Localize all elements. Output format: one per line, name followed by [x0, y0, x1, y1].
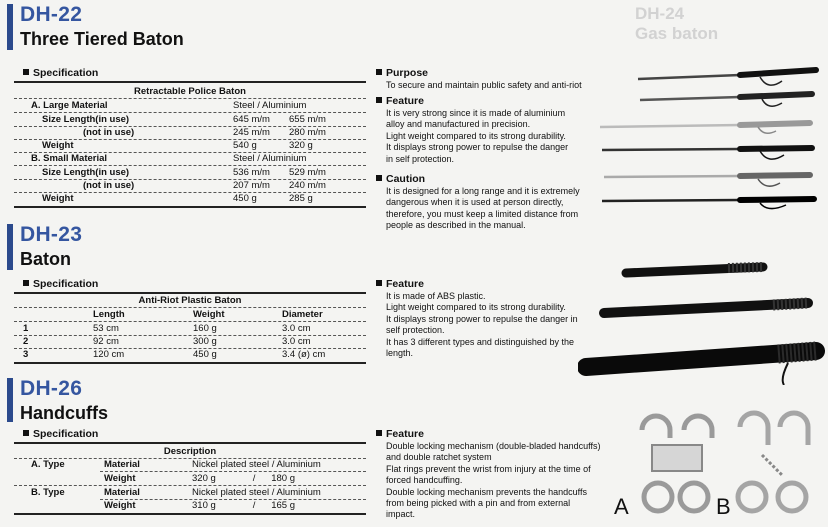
row-value: 285 g	[289, 193, 313, 204]
row-value: 536 m/m	[233, 167, 270, 178]
row-label: Weight	[42, 140, 74, 151]
telescopic-baton	[600, 123, 810, 133]
table-top-rule	[14, 292, 366, 294]
attribute-value: Nickel plated steel / Aluminium	[192, 459, 321, 470]
feature-heading: Feature	[376, 428, 424, 440]
row-value: 320 g	[289, 140, 313, 151]
row-value: 207 m/m	[233, 180, 270, 191]
table-title: Retractable Police Baton	[134, 86, 246, 97]
row-label: (not in use)	[83, 180, 135, 191]
table-bottom-rule	[14, 362, 366, 364]
product-code: DH-23	[20, 223, 83, 246]
row-number: 3	[23, 349, 29, 360]
row-label: (not in use)	[83, 127, 135, 138]
telescopic-batons-photo	[590, 55, 828, 215]
row-value: 540 g	[233, 140, 257, 151]
table-title: Anti-Riot Plastic Baton	[138, 295, 242, 306]
divider	[14, 485, 366, 486]
length-cell: 92 cm	[93, 336, 119, 347]
row-value: 529 m/m	[289, 167, 326, 178]
attribute-value: Nickel plated steel / Aluminium	[192, 487, 321, 498]
attribute-label: Material	[104, 487, 140, 498]
telescopic-baton	[602, 199, 814, 209]
section-bar	[7, 378, 13, 422]
column-header: Weight	[193, 309, 225, 320]
handcuffs-type-b	[738, 413, 808, 511]
table-bottom-rule	[14, 206, 366, 208]
divider	[100, 471, 366, 472]
faded-watermark-title: DH-24	[635, 4, 685, 23]
purpose-text: To secure and maintain public safety and anti-riot	[386, 80, 582, 90]
feature-text: It is very strong since it is made of aluminium alloy and manufactured in precision. Light weight compared to its strong durability. It displays strong power to repulse the danger in self protection.	[386, 108, 569, 164]
product-title: Three Tiered Baton	[20, 29, 184, 49]
section-bar	[7, 4, 13, 50]
faded-watermark-subtitle: Gas baton	[635, 24, 719, 43]
divider	[14, 165, 366, 166]
product-title: Handcuffs	[20, 403, 109, 423]
row-value: Steel / Aluminium	[233, 153, 307, 164]
medium-baton	[604, 303, 808, 313]
weight-cell: 300 g	[193, 336, 217, 347]
telescopic-baton	[604, 175, 810, 186]
diameter-cell: 3.0 cm	[282, 336, 311, 347]
row-label: B. Small Material	[31, 153, 108, 164]
divider	[14, 112, 366, 113]
row-label: Size Length(in use)	[42, 167, 130, 178]
row-value: 450 g	[233, 193, 257, 204]
feature-text: It is made of ABS plastic. Light weight compared to its strong durability. It displays strong power to repulse the danger in self protection. It has 3 different types and distinguished by the length.	[386, 291, 578, 359]
feature-heading: Feature	[376, 278, 424, 290]
table-top-rule	[14, 442, 366, 444]
long-baton	[586, 351, 816, 385]
row-value: 240 m/m	[289, 180, 326, 191]
table-title: Description	[163, 446, 217, 457]
diameter-cell: 3.0 cm	[282, 323, 311, 334]
row-value: 280 m/m	[289, 127, 326, 138]
divider	[14, 98, 366, 99]
attribute-label: Material	[104, 459, 140, 470]
row-value: Steel / Aluminium	[233, 100, 307, 111]
telescopic-baton	[602, 148, 812, 159]
column-header: Length	[93, 309, 125, 320]
row-value: 645 m/m	[233, 114, 270, 125]
length-cell: 53 cm	[93, 323, 119, 334]
type-label: B. Type	[31, 487, 65, 498]
row-value: 245 m/m	[233, 127, 270, 138]
row-label: Weight	[42, 193, 74, 204]
telescopic-baton	[638, 70, 816, 85]
feature-text: Double locking mechanism (double-bladed handcuffs) and double ratchet system Flat rings prevent the wrist from injury at the time of forced handcuffing. Double locking mechanism prevents the handcuffs from being picked with a pin and from external impact.	[386, 441, 601, 520]
divider	[14, 321, 366, 322]
product-title: Baton	[20, 249, 71, 269]
spec-heading: Specification	[23, 67, 98, 79]
product-code: DH-22	[20, 3, 83, 26]
handcuffs-type-a	[642, 416, 712, 511]
caution-heading: Caution	[376, 173, 425, 185]
attribute-value: 320 g / 180 g	[192, 473, 295, 484]
photo-label-a: A	[614, 494, 629, 519]
attribute-label: Weight	[104, 473, 136, 484]
row-number: 2	[23, 336, 29, 347]
photo-label-b: B	[716, 494, 731, 519]
diameter-cell: 3.4 (ø) cm	[282, 349, 326, 360]
row-label: Size Length(in use)	[42, 114, 130, 125]
spec-heading: Specification	[23, 428, 98, 440]
row-label: A. Large Material	[31, 100, 108, 111]
spec-heading: Specification	[23, 278, 98, 290]
telescopic-baton	[640, 94, 812, 106]
row-value: 655 m/m	[289, 114, 326, 125]
row-number: 1	[23, 323, 29, 334]
divider	[14, 307, 366, 308]
weight-cell: 160 g	[193, 323, 217, 334]
attribute-value: 310 g / 165 g	[192, 500, 295, 511]
table-top-rule	[14, 81, 366, 83]
length-cell: 120 cm	[93, 349, 125, 360]
section-bar	[7, 224, 13, 270]
type-label: A. Type	[31, 459, 65, 470]
plastic-batons-photo	[578, 255, 828, 385]
attribute-label: Weight	[104, 500, 136, 511]
product-code: DH-26	[20, 377, 83, 400]
weight-cell: 450 g	[193, 349, 217, 360]
table-bottom-rule	[14, 513, 366, 515]
divider	[14, 335, 366, 336]
caution-text: It is designed for a long range and it is extremely dangerous when it is used at person directly, therefore, you must keep a limited distance from people as described in the manual.	[386, 186, 580, 231]
short-baton	[626, 267, 763, 273]
column-header: Diameter	[282, 309, 323, 320]
purpose-heading: Purpose	[376, 67, 428, 79]
feature-heading: Feature	[376, 95, 424, 107]
